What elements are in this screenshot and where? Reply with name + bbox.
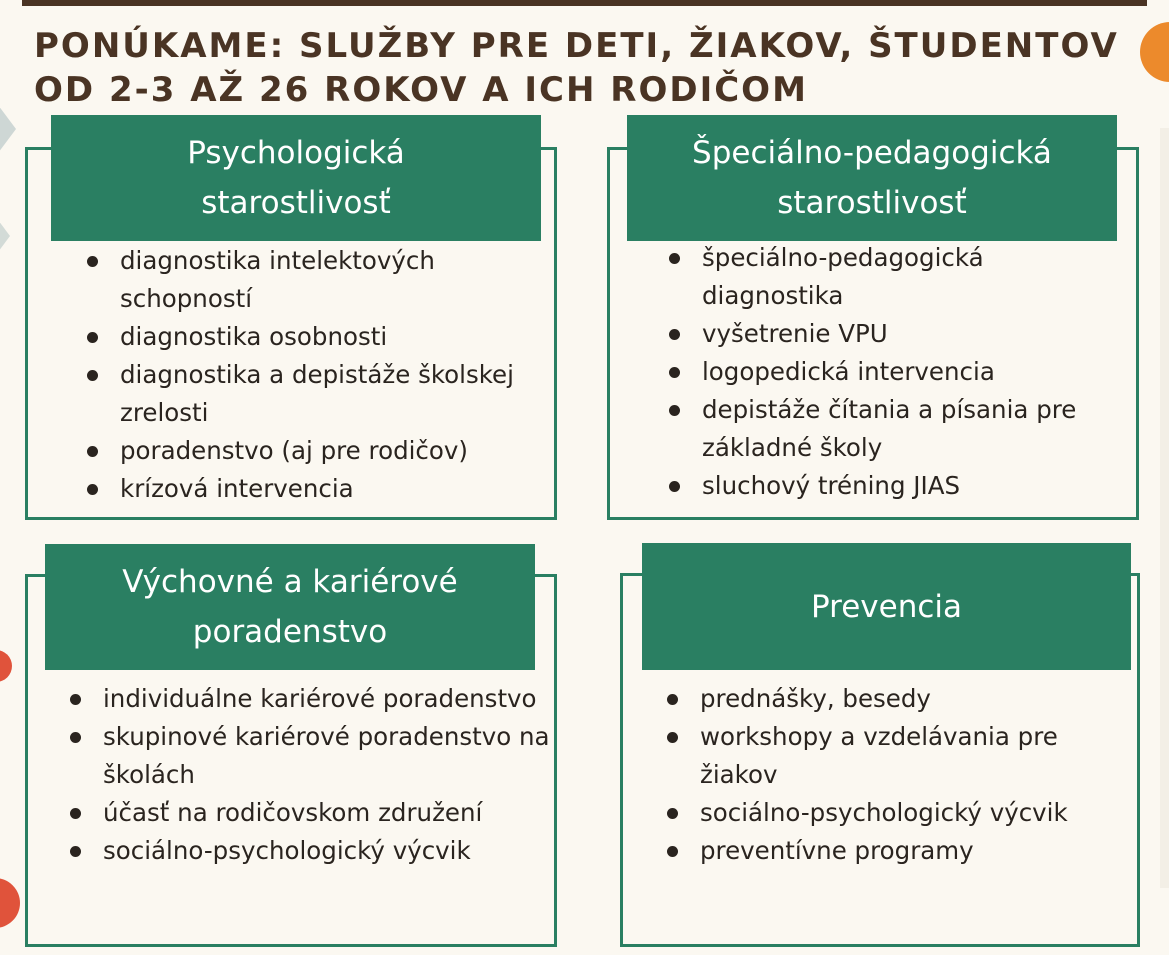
card-title-text: Špeciálno-pedagogická starostlivosť [692, 135, 1052, 221]
list-item: workshopy a vzdelávania pre žiakov [667, 718, 1137, 794]
list-item: skupinové kariérové poradenstvo na školách [70, 718, 550, 794]
triangle-decoration [0, 105, 16, 153]
list-item: sluchový tréning JIAS [669, 467, 1129, 505]
service-list [70, 680, 550, 870]
list-item: sociálno-psychologický výcvik [70, 832, 550, 870]
right-edge-decoration [1160, 128, 1169, 888]
service-list [669, 239, 1129, 505]
red-circle-decoration-large [0, 878, 20, 928]
card-title [51, 115, 541, 241]
list-item: individuálne kariérové poradenstvo [70, 680, 550, 718]
card-title-text: Prevencia [810, 588, 962, 625]
list-item: krízová intervencia [87, 470, 547, 508]
service-list [87, 242, 547, 508]
list-item: špeciálno-pedagogická diagnostika [669, 239, 1129, 315]
card-title [627, 115, 1117, 241]
list-item: depistáže čítania a písania pre základné školy [669, 391, 1129, 467]
card-psychological-care [25, 115, 557, 520]
red-circle-decoration [0, 650, 12, 682]
card-title [642, 543, 1131, 670]
list-item: sociálno-psychologický výcvik [667, 794, 1137, 832]
list-item: prednášky, besedy [667, 680, 1137, 718]
list-item: účasť na rodičovskom združení [70, 794, 550, 832]
card-career-counseling [25, 544, 557, 947]
list-item: logopedická intervencia [669, 353, 1129, 391]
card-title [45, 544, 535, 670]
list-item: diagnostika osobnosti [87, 318, 547, 356]
card-title-text: Výchovné a kariérové poradenstvo [122, 564, 458, 650]
list-item: vyšetrenie VPU [669, 315, 1129, 353]
triangle-decoration-small [0, 220, 10, 252]
list-item: diagnostika intelektových schopností [87, 242, 547, 318]
card-title-text: Psychologická starostlivosť [187, 135, 405, 221]
list-item: preventívne programy [667, 832, 1137, 870]
top-divider [22, 0, 1147, 6]
card-prevention [620, 543, 1140, 947]
list-item: poradenstvo (aj pre rodičov) [87, 432, 547, 470]
service-list [667, 680, 1137, 870]
orange-circle-decoration [1140, 22, 1169, 82]
card-special-pedagogical-care [607, 115, 1139, 520]
list-item: diagnostika a depistáže školskej zrelosti [87, 356, 547, 432]
page-title: PONÚKAME: SLUŽBY PRE DETI, ŽIAKOV, ŠTUDENTOV OD 2-3 AŽ 26 ROKOV A ICH RODIČOM [34, 26, 1119, 110]
